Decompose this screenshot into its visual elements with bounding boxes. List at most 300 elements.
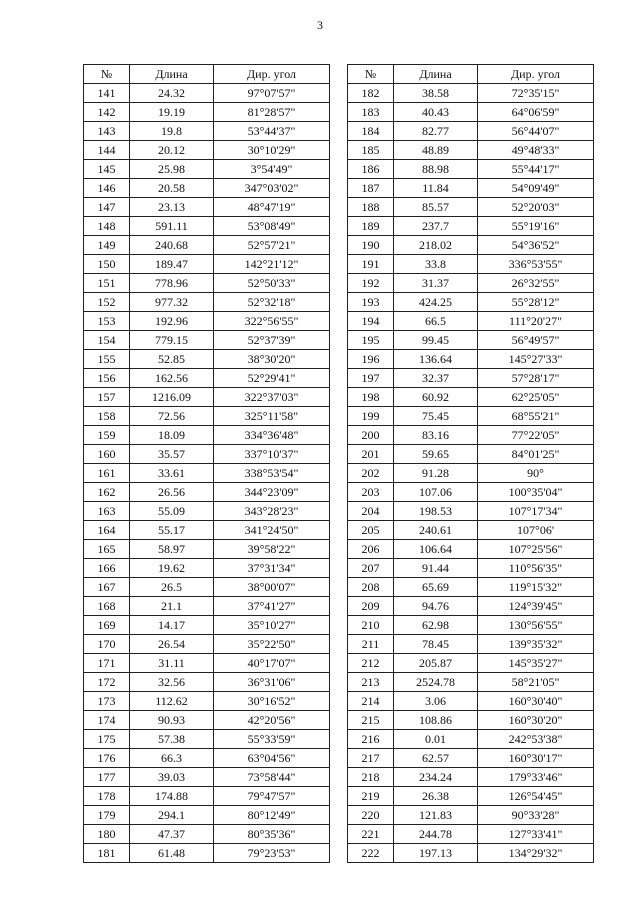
angle-column-header: Дир. угол [214, 65, 330, 84]
segment-length-cell: 294.1 [130, 806, 214, 825]
segment-length-cell: 88.98 [394, 160, 478, 179]
direction-angle-cell: 52°20'03" [478, 198, 594, 217]
segment-number-cell: 181 [84, 844, 130, 863]
segment-number-cell: 191 [348, 255, 394, 274]
table-row [348, 654, 594, 673]
table-row [84, 331, 330, 350]
table-row [84, 255, 330, 274]
direction-angle-cell: 334°36'48" [214, 426, 330, 445]
segment-length-cell: 240.68 [130, 236, 214, 255]
table-row [84, 464, 330, 483]
table-row [84, 217, 330, 236]
segment-number-cell: 168 [84, 597, 130, 616]
segment-number-cell: 144 [84, 141, 130, 160]
table-row [348, 369, 594, 388]
segment-length-cell: 2524.78 [394, 673, 478, 692]
segment-number-cell: 222 [348, 844, 394, 863]
segment-number-cell: 162 [84, 483, 130, 502]
table-row [348, 312, 594, 331]
table-row [348, 768, 594, 787]
direction-angle-cell: 160°30'20" [478, 711, 594, 730]
segment-length-cell: 33.61 [130, 464, 214, 483]
direction-angle-cell: 38°30'20" [214, 350, 330, 369]
table-row [84, 445, 330, 464]
table-row [84, 160, 330, 179]
direction-angle-cell: 38°00'07" [214, 578, 330, 597]
segment-number-cell: 152 [84, 293, 130, 312]
segment-length-cell: 57.38 [130, 730, 214, 749]
segment-number-cell: 159 [84, 426, 130, 445]
table-row [84, 578, 330, 597]
segment-number-cell: 164 [84, 521, 130, 540]
segment-length-cell: 3.06 [394, 692, 478, 711]
segment-length-cell: 66.5 [394, 312, 478, 331]
segment-length-cell: 75.45 [394, 407, 478, 426]
segment-length-cell: 977.32 [130, 293, 214, 312]
segment-length-cell: 197.13 [394, 844, 478, 863]
table-row [84, 293, 330, 312]
direction-angle-cell: 110°56'35" [478, 559, 594, 578]
segment-length-cell: 218.02 [394, 236, 478, 255]
segment-length-cell: 38.58 [394, 84, 478, 103]
segment-number-cell: 156 [84, 369, 130, 388]
segment-number-cell: 177 [84, 768, 130, 787]
segment-length-cell: 591.11 [130, 217, 214, 236]
direction-angle-cell: 139°35'32" [478, 635, 594, 654]
segment-number-cell: 220 [348, 806, 394, 825]
segment-number-cell: 205 [348, 521, 394, 540]
table-row [84, 673, 330, 692]
segment-length-cell: 19.8 [130, 122, 214, 141]
segment-number-cell: 200 [348, 426, 394, 445]
segment-number-cell: 198 [348, 388, 394, 407]
direction-angle-cell: 142°21'12" [214, 255, 330, 274]
segment-length-cell: 19.62 [130, 559, 214, 578]
page-number: 3 [317, 18, 323, 32]
segment-number-cell: 163 [84, 502, 130, 521]
table-row [348, 179, 594, 198]
segment-number-cell: 209 [348, 597, 394, 616]
table-row [348, 445, 594, 464]
segment-number-cell: 166 [84, 559, 130, 578]
direction-angle-cell: 124°39'45" [478, 597, 594, 616]
direction-angle-cell: 322°56'55" [214, 312, 330, 331]
table-row [84, 483, 330, 502]
segment-length-cell: 78.45 [394, 635, 478, 654]
segment-length-cell: 20.58 [130, 179, 214, 198]
direction-angle-cell: 344°23'09" [214, 483, 330, 502]
direction-angle-cell: 52°32'18" [214, 293, 330, 312]
table-row [348, 217, 594, 236]
segment-length-cell: 59.65 [394, 445, 478, 464]
direction-angle-cell: 341°24'50" [214, 521, 330, 540]
segment-length-cell: 26.38 [394, 787, 478, 806]
segment-length-cell: 83.16 [394, 426, 478, 445]
direction-angle-cell: 80°12'49" [214, 806, 330, 825]
segment-number-cell: 175 [84, 730, 130, 749]
segment-length-cell: 779.15 [130, 331, 214, 350]
segment-length-cell: 121.83 [394, 806, 478, 825]
segment-length-cell: 174.88 [130, 787, 214, 806]
segment-number-cell: 219 [348, 787, 394, 806]
table-row [348, 806, 594, 825]
table-row [84, 616, 330, 635]
segment-number-cell: 176 [84, 749, 130, 768]
direction-angle-cell: 97°07'57" [214, 84, 330, 103]
table-row [84, 844, 330, 863]
segment-number-cell: 170 [84, 635, 130, 654]
number-column-header: № [84, 65, 130, 84]
segment-number-cell: 179 [84, 806, 130, 825]
segment-number-cell: 214 [348, 692, 394, 711]
segment-number-cell: 188 [348, 198, 394, 217]
table-row [84, 540, 330, 559]
direction-angle-cell: 40°17'07" [214, 654, 330, 673]
direction-angle-cell: 35°22'50" [214, 635, 330, 654]
segment-length-cell: 91.44 [394, 559, 478, 578]
direction-angle-cell: 56°49'57" [478, 331, 594, 350]
segment-length-cell: 244.78 [394, 825, 478, 844]
segment-length-cell: 20.12 [130, 141, 214, 160]
direction-angle-cell: 26°32'55" [478, 274, 594, 293]
direction-angle-cell: 37°41'27" [214, 597, 330, 616]
direction-angle-cell: 58°21'05" [478, 673, 594, 692]
direction-angle-cell: 36°31'06" [214, 673, 330, 692]
direction-angle-cell: 347°03'02" [214, 179, 330, 198]
length-column-header: Длина [130, 65, 214, 84]
segment-length-cell: 23.13 [130, 198, 214, 217]
direction-angle-cell: 160°30'40" [478, 692, 594, 711]
table-row [84, 350, 330, 369]
segment-number-cell: 196 [348, 350, 394, 369]
segment-number-cell: 149 [84, 236, 130, 255]
table-row [84, 122, 330, 141]
segment-length-cell: 31.11 [130, 654, 214, 673]
direction-angle-cell: 55°28'12" [478, 293, 594, 312]
direction-angle-cell: 145°35'27" [478, 654, 594, 673]
segment-length-cell: 32.56 [130, 673, 214, 692]
direction-angle-cell: 107°25'56" [478, 540, 594, 559]
segment-length-cell: 21.1 [130, 597, 214, 616]
direction-angle-cell: 325°11'58" [214, 407, 330, 426]
direction-angle-cell: 55°44'17" [478, 160, 594, 179]
table-row [84, 787, 330, 806]
table-row [348, 483, 594, 502]
table-header-row [348, 65, 594, 84]
segment-length-cell: 19.19 [130, 103, 214, 122]
segment-number-cell: 210 [348, 616, 394, 635]
segment-number-cell: 171 [84, 654, 130, 673]
direction-angle-cell: 322°37'03" [214, 388, 330, 407]
direction-angle-cell: 145°27'33" [478, 350, 594, 369]
direction-angle-cell: 127°33'41" [478, 825, 594, 844]
table-row [84, 312, 330, 331]
segment-length-cell: 26.56 [130, 483, 214, 502]
table-row [348, 616, 594, 635]
segment-length-cell: 32.37 [394, 369, 478, 388]
segment-length-cell: 33.8 [394, 255, 478, 274]
table-row [84, 825, 330, 844]
segment-number-cell: 201 [348, 445, 394, 464]
table-row [84, 692, 330, 711]
segment-length-cell: 85.57 [394, 198, 478, 217]
table-row [348, 825, 594, 844]
segment-length-cell: 31.37 [394, 274, 478, 293]
segment-number-cell: 206 [348, 540, 394, 559]
segment-length-cell: 192.96 [130, 312, 214, 331]
segment-number-cell: 221 [348, 825, 394, 844]
table-row [348, 198, 594, 217]
direction-angle-cell: 338°53'54" [214, 464, 330, 483]
segment-number-cell: 193 [348, 293, 394, 312]
direction-angle-cell: 53°44'37" [214, 122, 330, 141]
segment-length-cell: 40.43 [394, 103, 478, 122]
segment-length-cell: 26.54 [130, 635, 214, 654]
direction-angle-cell: 52°57'21" [214, 236, 330, 255]
segment-number-cell: 213 [348, 673, 394, 692]
segment-number-cell: 160 [84, 445, 130, 464]
direction-angle-cell: 55°19'16" [478, 217, 594, 236]
segment-length-cell: 136.64 [394, 350, 478, 369]
segment-number-cell: 180 [84, 825, 130, 844]
segment-length-cell: 106.64 [394, 540, 478, 559]
direction-angle-cell: 52°50'33" [214, 274, 330, 293]
direction-angle-cell: 79°23'53" [214, 844, 330, 863]
direction-angle-cell: 90° [478, 464, 594, 483]
segment-length-cell: 0.01 [394, 730, 478, 749]
direction-angle-cell: 63°04'56" [214, 749, 330, 768]
table-row [84, 559, 330, 578]
segment-number-cell: 169 [84, 616, 130, 635]
segment-length-cell: 55.17 [130, 521, 214, 540]
direction-angle-cell: 49°48'33" [478, 141, 594, 160]
segment-number-cell: 203 [348, 483, 394, 502]
segment-number-cell: 184 [348, 122, 394, 141]
direction-angle-cell: 54°09'49" [478, 179, 594, 198]
direction-angle-cell: 111°20'27" [478, 312, 594, 331]
segment-number-cell: 167 [84, 578, 130, 597]
segment-length-cell: 55.09 [130, 502, 214, 521]
table-row [348, 502, 594, 521]
direction-angle-cell: 90°33'28" [478, 806, 594, 825]
direction-angle-cell: 242°53'38" [478, 730, 594, 749]
segment-length-cell: 39.03 [130, 768, 214, 787]
direction-angle-cell: 52°29'41" [214, 369, 330, 388]
segment-number-cell: 199 [348, 407, 394, 426]
segment-length-cell: 62.57 [394, 749, 478, 768]
segment-length-cell: 778.96 [130, 274, 214, 293]
direction-angle-cell: 52°37'39" [214, 331, 330, 350]
direction-angle-cell: 130°56'55" [478, 616, 594, 635]
direction-angle-cell: 80°35'36" [214, 825, 330, 844]
segment-number-cell: 141 [84, 84, 130, 103]
direction-angle-cell: 39°58'22" [214, 540, 330, 559]
segment-length-cell: 82.77 [394, 122, 478, 141]
table-row [84, 179, 330, 198]
segment-number-cell: 182 [348, 84, 394, 103]
direction-angle-cell: 81°28'57" [214, 103, 330, 122]
direction-angle-cell: 64°06'59" [478, 103, 594, 122]
table-row [348, 407, 594, 426]
direction-angle-cell: 84°01'25" [478, 445, 594, 464]
direction-angle-cell: 77°22'05" [478, 426, 594, 445]
table-row [84, 274, 330, 293]
direction-angle-cell: 48°47'19" [214, 198, 330, 217]
segment-length-cell: 162.56 [130, 369, 214, 388]
segment-length-cell: 24.32 [130, 84, 214, 103]
table-row [84, 426, 330, 445]
direction-angle-cell: 55°33'59" [214, 730, 330, 749]
segment-number-cell: 186 [348, 160, 394, 179]
table-row [84, 749, 330, 768]
direction-angle-cell: 73°58'44" [214, 768, 330, 787]
direction-angle-cell: 119°15'32" [478, 578, 594, 597]
table-row [348, 597, 594, 616]
segment-length-cell: 48.89 [394, 141, 478, 160]
segment-number-cell: 204 [348, 502, 394, 521]
segment-length-cell: 18.09 [130, 426, 214, 445]
direction-angle-cell: 35°10'27" [214, 616, 330, 635]
segment-number-cell: 187 [348, 179, 394, 198]
segment-length-cell: 198.53 [394, 502, 478, 521]
direction-angle-cell: 62°25'05" [478, 388, 594, 407]
boundary-segments-table-left [83, 64, 330, 863]
table-row [84, 103, 330, 122]
segment-number-cell: 195 [348, 331, 394, 350]
table-row [84, 236, 330, 255]
segment-number-cell: 192 [348, 274, 394, 293]
segment-number-cell: 218 [348, 768, 394, 787]
segment-number-cell: 216 [348, 730, 394, 749]
table-row [84, 711, 330, 730]
segment-number-cell: 148 [84, 217, 130, 236]
segment-length-cell: 189.47 [130, 255, 214, 274]
table-row [348, 103, 594, 122]
segment-length-cell: 66.3 [130, 749, 214, 768]
table-row [348, 692, 594, 711]
table-row [348, 844, 594, 863]
segment-length-cell: 240.61 [394, 521, 478, 540]
segment-length-cell: 60.92 [394, 388, 478, 407]
table-row [84, 407, 330, 426]
segment-length-cell: 65.69 [394, 578, 478, 597]
table-row [348, 160, 594, 179]
angle-column-header: Дир. угол [478, 65, 594, 84]
direction-angle-cell: 56°44'07" [478, 122, 594, 141]
segment-number-cell: 150 [84, 255, 130, 274]
table-header-row [84, 65, 330, 84]
direction-angle-cell: 57°28'17" [478, 369, 594, 388]
segment-number-cell: 161 [84, 464, 130, 483]
direction-angle-cell: 72°35'15" [478, 84, 594, 103]
segment-number-cell: 189 [348, 217, 394, 236]
table-row [348, 730, 594, 749]
segment-length-cell: 90.93 [130, 711, 214, 730]
table-row [84, 84, 330, 103]
segment-length-cell: 35.57 [130, 445, 214, 464]
number-column-header: № [348, 65, 394, 84]
table-row [84, 806, 330, 825]
table-row [348, 578, 594, 597]
segment-number-cell: 183 [348, 103, 394, 122]
direction-angle-cell: 30°10'29" [214, 141, 330, 160]
table-row [348, 350, 594, 369]
segment-number-cell: 178 [84, 787, 130, 806]
segment-number-cell: 158 [84, 407, 130, 426]
table-row [348, 673, 594, 692]
segment-number-cell: 154 [84, 331, 130, 350]
table-row [84, 388, 330, 407]
direction-angle-cell: 179°33'46" [478, 768, 594, 787]
table-row [348, 236, 594, 255]
table-row [348, 464, 594, 483]
table-row [348, 293, 594, 312]
boundary-segments-table-right [347, 64, 594, 863]
segment-number-cell: 143 [84, 122, 130, 141]
direction-angle-cell: 336°53'55" [478, 255, 594, 274]
segment-length-cell: 205.87 [394, 654, 478, 673]
segment-number-cell: 173 [84, 692, 130, 711]
segment-length-cell: 91.28 [394, 464, 478, 483]
direction-angle-cell: 107°17'34" [478, 502, 594, 521]
direction-angle-cell: 160°30'17" [478, 749, 594, 768]
segment-number-cell: 142 [84, 103, 130, 122]
segment-number-cell: 194 [348, 312, 394, 331]
segment-number-cell: 172 [84, 673, 130, 692]
segment-length-cell: 1216.09 [130, 388, 214, 407]
segment-length-cell: 58.97 [130, 540, 214, 559]
segment-number-cell: 190 [348, 236, 394, 255]
segment-number-cell: 185 [348, 141, 394, 160]
segment-number-cell: 211 [348, 635, 394, 654]
table-row [84, 502, 330, 521]
segment-number-cell: 212 [348, 654, 394, 673]
segment-number-cell: 215 [348, 711, 394, 730]
segment-length-cell: 25.98 [130, 160, 214, 179]
segment-number-cell: 147 [84, 198, 130, 217]
segment-length-cell: 112.62 [130, 692, 214, 711]
direction-angle-cell: 3°54'49" [214, 160, 330, 179]
direction-angle-cell: 68°55'21" [478, 407, 594, 426]
direction-angle-cell: 30°16'52" [214, 692, 330, 711]
segment-length-cell: 11.84 [394, 179, 478, 198]
table-row [84, 730, 330, 749]
table-row [84, 369, 330, 388]
segment-number-cell: 155 [84, 350, 130, 369]
direction-angle-cell: 42°20'56" [214, 711, 330, 730]
table-row [348, 559, 594, 578]
segment-number-cell: 202 [348, 464, 394, 483]
segment-number-cell: 197 [348, 369, 394, 388]
direction-angle-cell: 54°36'52" [478, 236, 594, 255]
table-row [348, 331, 594, 350]
segment-length-cell: 72.56 [130, 407, 214, 426]
table-row [348, 122, 594, 141]
table-row [348, 787, 594, 806]
table-row [84, 521, 330, 540]
segment-length-cell: 107.06 [394, 483, 478, 502]
segment-length-cell: 26.5 [130, 578, 214, 597]
table-row [84, 597, 330, 616]
direction-angle-cell: 53°08'49" [214, 217, 330, 236]
direction-angle-cell: 100°35'04" [478, 483, 594, 502]
table-row [348, 540, 594, 559]
direction-angle-cell: 343°28'23" [214, 502, 330, 521]
segment-length-cell: 47.37 [130, 825, 214, 844]
table-row [84, 654, 330, 673]
table-row [348, 274, 594, 293]
table-row [84, 198, 330, 217]
